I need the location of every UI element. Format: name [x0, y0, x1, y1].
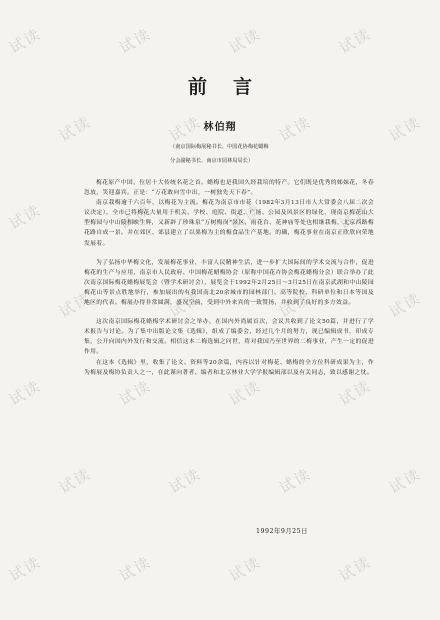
watermark-text: 试读: [6, 200, 45, 234]
watermark-text: 试读: [336, 376, 375, 410]
watermark-text: 试读: [6, 552, 45, 586]
page-title: 前言: [187, 76, 278, 98]
watermark-text: 试读: [56, 112, 95, 146]
watermark-text: 试读: [276, 288, 315, 322]
paragraph-2: 南京栽梅逾千六百年，以梅花为主流。梅花为南京市市花（1982年3月13日市人大常委会八届二次会议决定），全市已将梅花大量用于机关、学校、庭院、街道、广场、公园及风景区的绿化，现南京梅花山大型梅园与中山陵相映生辉，又新辟了珍珠泉“万树梅岗”景区，雨花台、花神庙等处也相继栽梅，北京西路梅花路自成一景。并在郊区、郊县建立了以果梅为主的梅食品生产基地。的确，梅花事业在南京正欣欣向荣地发展着。: [84, 200, 374, 247]
signature-date: 1992年9月25日: [256, 528, 308, 535]
watermark-text: 试读: [386, 288, 425, 322]
author-name: 林伯翔: [203, 122, 237, 133]
watermark-text: 试读: [56, 288, 95, 322]
paragraph-5: 在这本《选辑》里，收集了论文、资料等20余篇，内容以针对梅花、蜡梅的全方位科研成果为主，作为梅展及梅协负责人之一，在此谨向著者、编者和北京林业大学学报编辑部以及有关同志，致以感谢之忱。: [84, 359, 374, 376]
paragraph-4: 这次南京国际梅花蜡梅学术研讨会之举办，在国内外尚属首次，会议共收到了论文50篇，并进行了学术报告与讨论。为了集中出版论文集《选辑》，组成了编委会，经过几个月的努力，现已编辑成书，印成专集，公开向国内外发行和交流。相信这本二梅选辑之问世，将对我国乃至世界的二梅事业，产生一定的促进作用。: [84, 319, 374, 356]
watermark-text: 试读: [276, 112, 315, 146]
watermark-text: 试读: [166, 112, 205, 146]
watermark-text: 试读: [166, 288, 205, 322]
preface-body: [84, 178, 374, 378]
watermark-text: 试读: [166, 464, 205, 498]
watermark-text: 试读: [6, 376, 45, 410]
paragraph-1: 梅花原产中国，位居十大传统名花之首。蜡梅也是我国久经栽培的特产。它们既是优秀的姊妹花，冬春忽放，笑迎嘉宾。正是：“万花敢向雪中出，一树独先天下春”。: [84, 180, 374, 197]
watermark-text: 试读: [116, 200, 155, 234]
watermark-text: 试读: [226, 24, 265, 58]
watermark-text: 试读: [336, 200, 375, 234]
watermark-text: 试读: [226, 552, 265, 586]
watermark-text: 试读: [6, 24, 45, 58]
watermark-text: 试读: [116, 24, 155, 58]
watermark-text: 试读: [56, 464, 95, 498]
watermark-text: 试读: [226, 200, 265, 234]
watermark-text: 试读: [386, 464, 425, 498]
author-affiliation-line-1: （南京国际梅展秘书长、中国花协梅花蜡梅: [170, 144, 269, 150]
paragraph-3: 为了弘扬中华梅文化，发展梅花事业，丰富人民精神生活，进一步扩大国际间的学术交流与合作，促进梅花的生产与应用，南京市人民政府、中国梅花蜡梅协会（原称中国花卉协会梅花蜡梅分会）联合举办了此次南京国际梅花蜡梅展览会（暨学术研讨会），展览会于1992年2月25日～3月25日在南京武湖和中山陵园梅花山等景点胜地举行，参加展出的有我国南北20余城市的园林部门、高等院校、科研单位和日本等国及地区的代表。梅展办得非常圆满，盛况空前，受到中外来宾的一致赞扬，并收到了良好的多方效益。: [84, 259, 374, 307]
watermark-text: 试读: [116, 552, 155, 586]
watermark-text: 试读: [386, 112, 425, 146]
watermark-text: 试读: [276, 464, 315, 498]
watermark-text: 试读: [226, 376, 265, 410]
watermark-text: 试读: [336, 24, 375, 58]
watermark-text: 试读: [116, 376, 155, 410]
author-affiliation-line-2: 分会副秘书长、南京市园林局局长）: [170, 158, 254, 164]
watermark-text: 试读: [336, 552, 375, 586]
